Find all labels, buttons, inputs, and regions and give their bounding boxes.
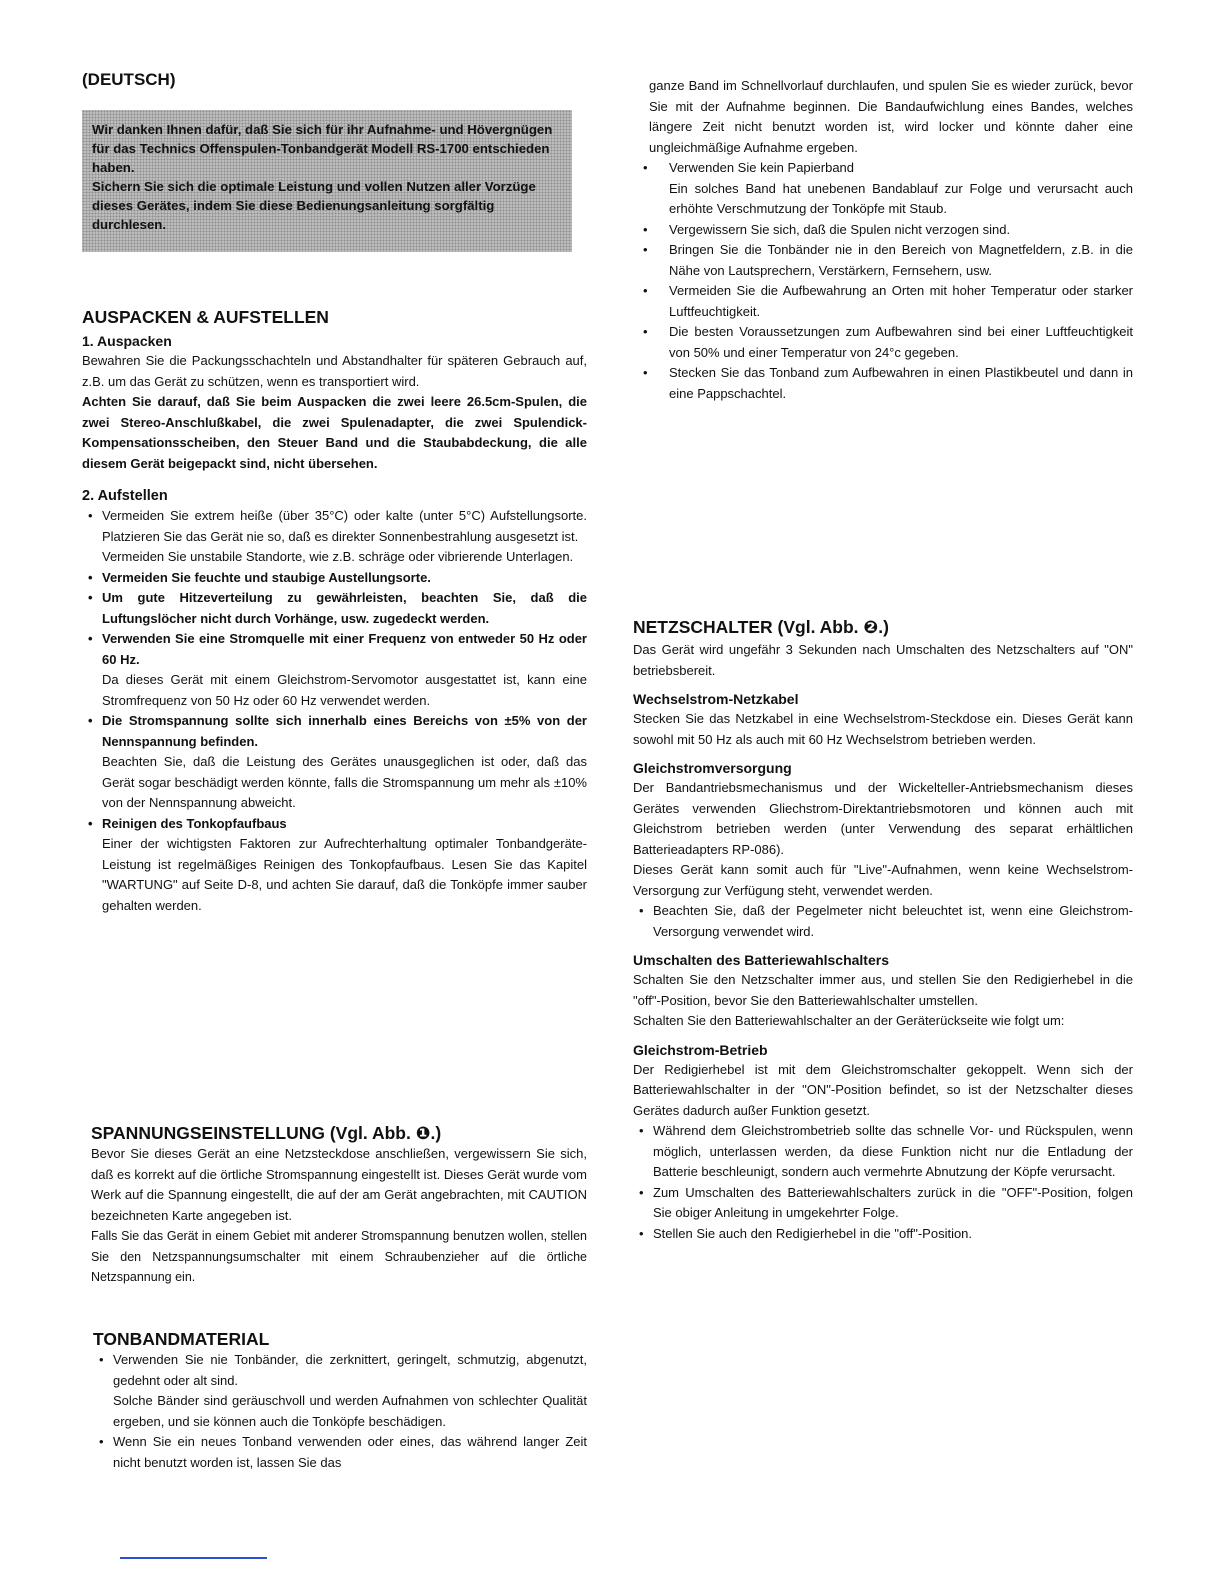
list-item: • Bringen Sie die Tonbänder nie in den Bereich von Magnetfeldern, z.B. in die Nähe von Lautsprechern, Verstärkern, Fernsehern, usw. — [643, 242, 1133, 278]
section-title: AUSPACKEN & AUFSTELLEN — [82, 307, 329, 327]
list-item: • Zum Umschalten des Batteriewahlschalters zurück in die "OFF"-Position, folgen Sie obiger Anleitung in umgekehrter Folge. — [639, 1184, 1133, 1220]
list-item: • Reinigen des Tonkopfaufbaus Einer der wichtigsten Faktoren zur Aufrechterhaltung optimaler Tonbandgeräte-Leistung ist regelmäßiges Reinigen des Tonkopfaufbaus. Lesen Sie das Kapitel "WARTUNG" auf Seite D-8, und achten Sie darauf, daß die Tonköpfe immer sauber gehalten werden. — [82, 814, 587, 917]
footer-rule — [120, 1557, 267, 1559]
list-item-text: Die Stromspannung sollte sich innerhalb eines Bereichs von ±5% von der Nennspannung befinden. — [102, 713, 587, 749]
paragraph: Schalten Sie den Netzschalter immer aus, und stellen Sie den Redigierhebel in die "off"-Position, bevor Sie den Batteriewahlschalter umstellen. — [633, 972, 1133, 1008]
paragraph: Achten Sie darauf, daß Sie beim Auspacken die zwei leere 26.5cm-Spulen, die zwei Stereo-Anschlußkabel, die zwei Spulenadapter, die zwei Spulendick-Kompensationsscheiben, den Steuer Band und die Staubabdeckung, die alle diesem Gerät beigepackt sind, nicht übersehen. — [82, 394, 587, 471]
section-title: NETZSCHALTER (Vgl. Abb. ❷.) — [633, 617, 889, 637]
list-item-text: Die besten Voraussetzungen zum Aufbewahren sind bei einer Luftfeuchtigkeit von 50% und einer Temperatur von 24°c gegeben. — [669, 324, 1133, 360]
list-item: • Die besten Voraussetzungen zum Aufbewahren sind bei einer Luftfeuchtigkeit von 50% und einer Temperatur von 24°c gegeben. — [643, 324, 1133, 360]
paragraph: Der Bandantriebsmechanismus und der Wickelteller-Antriebsmechanism dieses Gerätes verwenden Gliechstrom-Direktantriebsmotoren und können auch mit Gleichstrom betrieben werden (unter Verwendung des separat erhältlichen Batterieadapters RP-086). — [633, 780, 1133, 857]
subsection-title: Gleichstromversorgung — [633, 760, 792, 776]
paragraph: Stecken Sie das Netzkabel in eine Wechselstrom-Steckdose ein. Dieses Gerät kann sowohl mit 50 Hz als auch mit 60 Hz Wechselstrom betrieben werden. — [633, 711, 1133, 747]
subsection-title: 2. Aufstellen — [82, 488, 168, 504]
intro-box — [82, 110, 572, 252]
list-item-text: Während dem Gleichstrombetrieb sollte das schnelle Vor- und Rückspulen, wenn möglich, unterlassen werden, da diese Funktion nicht nur die Entladung der Batterie beschleunigt, sondern auch vermehrte Abnutzung der Köpfe verursacht. — [653, 1123, 1133, 1179]
list-item-text: Vermeiden Sie feuchte und staubige Austellungsorte. — [102, 569, 431, 585]
subsection-title: Umschalten des Batteriewahlschalters — [633, 952, 889, 968]
list-item: • Um gute Hitzeverteilung zu gewährleisten, beachten Sie, daß die Luftungslöcher nicht durch Vorhänge, usw. zugedeckt werden. — [88, 590, 587, 626]
paragraph: Bewahren Sie die Packungsschachteln und Abstandhalter für späteren Gebrauch auf, z.B. um das Gerät zu schützen, wenn es transportiert wird. — [82, 353, 587, 389]
intro-paragraph: Wir danken Ihnen dafür, daß Sie sich für ihr Aufnahme- und Hövergnügen für das Technics Offenspulen-Tonbandgerät Modell RS-1700 entschieden haben. — [92, 122, 553, 175]
list-item-note: Solche Bänder sind geräuschvoll und werden Aufnahmen von schlechter Qualität ergeben, und sie können auch die Tonköpfe beschädigen. — [113, 1393, 587, 1429]
list-item-note: Beachten Sie, daß die Leistung des Gerätes unausgeglichen ist oder, daß das Gerät sogar beschädigt werden könnte, falls die Stromspannung um mehr als ±10% von der Nennspannung abweicht. — [102, 754, 587, 810]
subsection-title: Wechselstrom-Netzkabel — [633, 691, 799, 707]
list-item: • Verwenden Sie nie Tonbänder, die zerknittert, geringelt, schmutzig, abgenutzt, gedehnt oder alt sind. Solche Bänder sind geräuschvoll und werden Aufnahmen von schlechter Qualität ergeben, und sie können auch die Tonköpfe beschädigen. — [93, 1350, 587, 1432]
tape-continued — [643, 76, 1133, 404]
section-tape — [93, 1328, 587, 1473]
list-item: • Vergewissern Sie sich, daß die Spulen nicht verzogen sind. — [643, 221, 1011, 237]
subsection-title: 1. Auspacken — [82, 333, 172, 349]
paragraph: Das Gerät wird ungefähr 3 Sekunden nach Umschalten des Netzschalters auf "ON" betriebsbereit. — [633, 642, 1133, 678]
bullet-list — [93, 1350, 587, 1473]
paragraph: Bevor Sie dieses Gerät an eine Netzsteckdose anschließen, vergewissern Sie sich, daß es korrekt auf die örtliche Stromspannung eingestellt ist. Dieses Gerät wurde vom Werk auf die Spannung eingestellt, die auf der am Gerät angebrachten, mit CAUTION bezeichneten Karte angegeben ist. — [91, 1146, 587, 1223]
list-item: • Verwenden Sie eine Stromquelle mit einer Frequenz von entweder 50 Hz oder 60 Hz. Da dieses Gerät mit einem Gleichstrom-Servomotor ausgestattet ist, kann eine Stromfrequenz von 50 Hz oder 60 Hz verwendet werden. — [82, 629, 587, 711]
list-item-note: Da dieses Gerät mit einem Gleichstrom-Servomotor ausgestattet ist, kann eine Stromfrequenz von 50 Hz oder 60 Hz verwendet werden. — [102, 672, 587, 708]
bullet-list — [82, 506, 587, 916]
list-item-text: Zum Umschalten des Batteriewahlschalters zurück in die "OFF"-Position, folgen Sie obiger Anleitung in umgekehrter Folge. — [653, 1184, 1133, 1220]
language-label: (DEUTSCH) — [82, 70, 176, 89]
paragraph: ganze Band im Schnellvorlauf durchlaufen, und spulen Sie es wieder zurück, bevor Sie mit der Aufnahme beginnen. Die Bandaufwichlung eines Bandes, welches längere Zeit nicht benutzt worden ist, wird locker und könnte daher eine ungleichmäßige Aufnahme ergeben. — [649, 78, 1133, 155]
list-item: • Vermeiden Sie die Aufbewahrung an Orten mit hoher Temperatur oder starker Luftfeuchtigkeit. — [643, 283, 1133, 319]
list-item: • Vermeiden Sie feuchte und staubige Austellungsorte. — [88, 569, 431, 585]
section-title: TONBANDMATERIAL — [93, 1329, 270, 1349]
list-item-text: Beachten Sie, daß der Pegelmeter nicht beleuchtet ist, wenn eine Gleichstrom-Versorgung verwendet wird. — [653, 903, 1133, 939]
list-item: • Vermeiden Sie extrem heiße (über 35°C) oder kalte (unter 5°C) Aufstellungsorte. Platzieren Sie das Gerät nie so, daß es direkter Sonnenbestrahlung ausgesetzt ist. Vermeiden Sie unstabile Standorte, wie z.B. schräge oder vibrierende Unterlagen. — [82, 506, 587, 568]
list-item: • Beachten Sie, daß der Pegelmeter nicht beleuchtet ist, wenn eine Gleichstrom-Versorgung verwendet wird. — [639, 903, 1133, 939]
intro-paragraph: Sichern Sie sich die optimale Leistung und vollen Nutzen aller Vorzüge dieses Gerätes, indem Sie diese Bedienungsanleitung sorgfältig durchlesen. — [92, 179, 536, 232]
list-item-text: Verwenden Sie nie Tonbänder, die zerknittert, geringelt, schmutzig, abgenutzt, gedehnt oder alt sind. — [113, 1352, 587, 1388]
list-item: • Wenn Sie ein neues Tonband verwenden oder eines, das während langer Zeit nicht benutzt worden ist, lassen Sie das — [99, 1434, 587, 1470]
list-item-text: Reinigen des Tonkopfaufbaus — [102, 815, 287, 831]
list-item-text: Verwenden Sie kein Papierband — [669, 160, 855, 175]
bullet-list — [643, 158, 1133, 404]
list-item-text: Stecken Sie das Tonband zum Aufbewahren in einen Plastikbeutel und dann in eine Pappschachtel. — [669, 365, 1133, 401]
list-item-text: Vermeiden Sie die Aufbewahrung an Orten mit hoher Temperatur oder starker Luftfeuchtigkeit. — [669, 283, 1133, 319]
list-item: • Die Stromspannung sollte sich innerhalb eines Bereichs von ±5% von der Nennspannung befinden. Beachten Sie, daß die Leistung des Gerätes unausgeglichen ist oder, daß das Gerät sogar beschädigt werden könnte, falls die Stromspannung um mehr als ±10% von der Nennspannung abweicht. — [82, 711, 587, 814]
list-item-text: Wenn Sie ein neues Tonband verwenden oder eines, das während langer Zeit nicht benutzt worden ist, lassen Sie das — [113, 1434, 587, 1470]
list-item-text: Stellen Sie auch den Redigierhebel in die "off"-Position. — [653, 1225, 973, 1241]
list-item-text: Vergewissern Sie sich, daß die Spulen nicht verzogen sind. — [669, 221, 1011, 237]
list-item-note: Vermeiden Sie unstabile Standorte, wie z.B. schräge oder vibrierende Unterlagen. — [102, 549, 574, 564]
paragraph: Schalten Sie den Batteriewahlschalter an der Geräterückseite wie folgt um: — [633, 1013, 1065, 1028]
subsection-title: Gleichstrom-Betrieb — [633, 1041, 768, 1058]
paragraph: Der Redigierhebel ist mit dem Gleichstromschalter gekoppelt. Wenn sich der Batteriewahlschalter in der "ON"-Position befindet, so ist der Netzschalter dieses Gerätes dadurch außer Funktion gesetzt. — [633, 1061, 1133, 1118]
paragraph: Falls Sie das Gerät in einem Gebiet mit anderer Stromspannung benutzen wollen, stellen Sie den Netzspannungsumschalter mit einem Schraubenzieher auf die örtliche Netzspannung ein. — [91, 1229, 587, 1284]
section-title: SPANNUNGSEINSTELLUNG (Vgl. Abb. ❶.) — [91, 1123, 442, 1143]
section-voltage — [91, 1122, 587, 1288]
list-item: • Stellen Sie auch den Redigierhebel in die "off"-Position. — [639, 1225, 973, 1241]
section-unpacking — [82, 306, 587, 916]
list-item: • Stecken Sie das Tonband zum Aufbewahren in einen Plastikbeutel und dann in eine Pappschachtel. — [643, 365, 1133, 401]
list-item-text: Bringen Sie die Tonbänder nie in den Bereich von Magnetfeldern, z.B. in die Nähe von Lautsprechern, Verstärkern, Fernsehern, usw. — [669, 242, 1133, 278]
bullet-list — [633, 1121, 1133, 1244]
list-item: • Verwenden Sie kein Papierband Ein solches Band hat unebenen Bandablauf zur Folge und verursacht auch erhöhte Verschmutzung der Tonköpfe mit Staub. — [649, 158, 1133, 220]
paragraph: Dieses Gerät kann somit auch für "Live"-Aufnahmen, wenn keine Wechselstrom-Versorgung zur Verfügung steht, verwendet werden. — [633, 862, 1133, 898]
list-item-text: Vermeiden Sie extrem heiße (über 35°C) oder kalte (unter 5°C) Aufstellungsorte. Platzieren Sie das Gerät nie so, daß es direkter Sonnenbestrahlung ausgesetzt ist. — [102, 508, 587, 544]
list-item-note: Ein solches Band hat unebenen Bandablauf zur Folge und verursacht auch erhöhte Verschmutzung der Tonköpfe mit Staub. — [669, 180, 1133, 216]
list-item-text: Um gute Hitzeverteilung zu gewährleisten, beachten Sie, daß die Luftungslöcher nicht durch Vorhänge, usw. zugedeckt werden. — [102, 590, 587, 626]
bullet-list — [633, 901, 1133, 942]
list-item-note: Einer der wichtigsten Faktoren zur Aufrechterhaltung optimaler Tonbandgeräte-Leistung ist regelmäßiges Reinigen des Tonkopfaufbaus. Lesen Sie das Kapitel "WARTUNG" auf Seite D-8, und achten Sie darauf, daß die Tonköpfe immer sauber gehalten werden. — [102, 836, 587, 913]
section-power-switch — [633, 616, 1133, 1244]
list-item-text: Verwenden Sie eine Stromquelle mit einer Frequenz von entweder 50 Hz oder 60 Hz. — [102, 631, 587, 667]
list-item: • Während dem Gleichstrombetrieb sollte das schnelle Vor- und Rückspulen, wenn möglich, unterlassen werden, da diese Funktion nicht nur die Entladung der Batterie beschleunigt, sondern auch vermehrte Abnutzung der Köpfe verursacht. — [639, 1123, 1133, 1179]
